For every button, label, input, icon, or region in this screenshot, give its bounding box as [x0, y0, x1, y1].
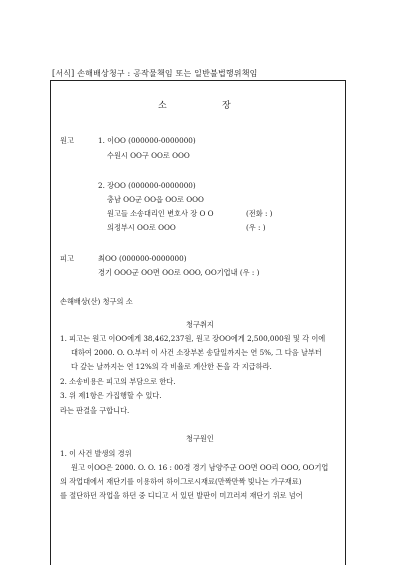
plaintiff2-address: 충남 OO군 OO읍 OO로 OOO: [107, 195, 204, 204]
plaintiff1-name: 1. 이OO (000000-0000000): [98, 136, 196, 145]
claim-purpose-item1-line2: 대하여 2000. O. O.부터 이 사건 소장부본 송달일까지는 연 5%, 그 다음 날부터: [71, 348, 322, 357]
plaintiff2-name: 2. 장OO (000000-0000000): [98, 181, 196, 190]
defendant-label: 피고: [60, 254, 74, 263]
claim-purpose-closing: 라는 판결을 구합니다.: [60, 406, 130, 415]
claim-purpose-item1-line1: 1. 피고는 원고 이OO에게 38,462,237원, 원고 장OO에게 2,500,000원 및 각 이에: [60, 334, 326, 343]
title-char-1: 소: [158, 101, 168, 111]
claim-purpose-heading: 청구취지: [186, 320, 214, 329]
claim-cause-line3: 를 절단하던 작업을 하던 중 디디고 서 있던 발판이 미끄러져 재단기 위로 넘어: [60, 491, 303, 500]
claim-cause-line1: 원고 이OO은 2000. O. O. 16 : 00경 경기 남양주군 OO면 OO리 OOO, OO기업: [71, 463, 329, 472]
plaintiff-label: 원고: [60, 136, 74, 145]
form-header: [서식] 손해배상청구 : 공작물책임 또는 일반불법행위책임: [52, 69, 258, 78]
plaintiff1-address: 수원시 OO구 OO로 OOO: [107, 151, 190, 160]
lawyer-zip: (우 : ): [246, 223, 266, 232]
case-name: 손해배상(산) 청구의 소: [60, 297, 133, 306]
claim-cause-section1: 1. 이 사건 발생의 경위: [60, 449, 132, 458]
claim-cause-line2: 의 작업대에서 재단기를 이용하여 하이그로시재료(만짝만짝 빛나는 가구재료): [60, 477, 302, 486]
claim-purpose-item1-line3: 다 갚는 날까지는 연 12%의 각 비율로 계산한 돈을 각 지급하라.: [71, 362, 272, 371]
lawyer-phone: (전화 : ): [246, 209, 273, 218]
defendant-address: 경기 OOO군 OO면 OO로 OOO, OO기업내 (우 : ): [98, 268, 260, 277]
claim-cause-heading: 청구원인: [186, 434, 214, 443]
title-char-2: 장: [222, 101, 232, 111]
defendant-name: 최OO (000000-0000000): [98, 254, 187, 263]
lawyer-name: 원고들 소송대리인 변호사 장 O O: [107, 209, 214, 218]
claim-purpose-item2: 2. 소송비용은 피고의 부담으로 한다.: [60, 377, 176, 386]
claim-purpose-item3: 3. 위 제1항은 가집행할 수 있다.: [60, 391, 162, 400]
lawyer-address: 의정부시 OO로 OOO: [107, 223, 176, 232]
